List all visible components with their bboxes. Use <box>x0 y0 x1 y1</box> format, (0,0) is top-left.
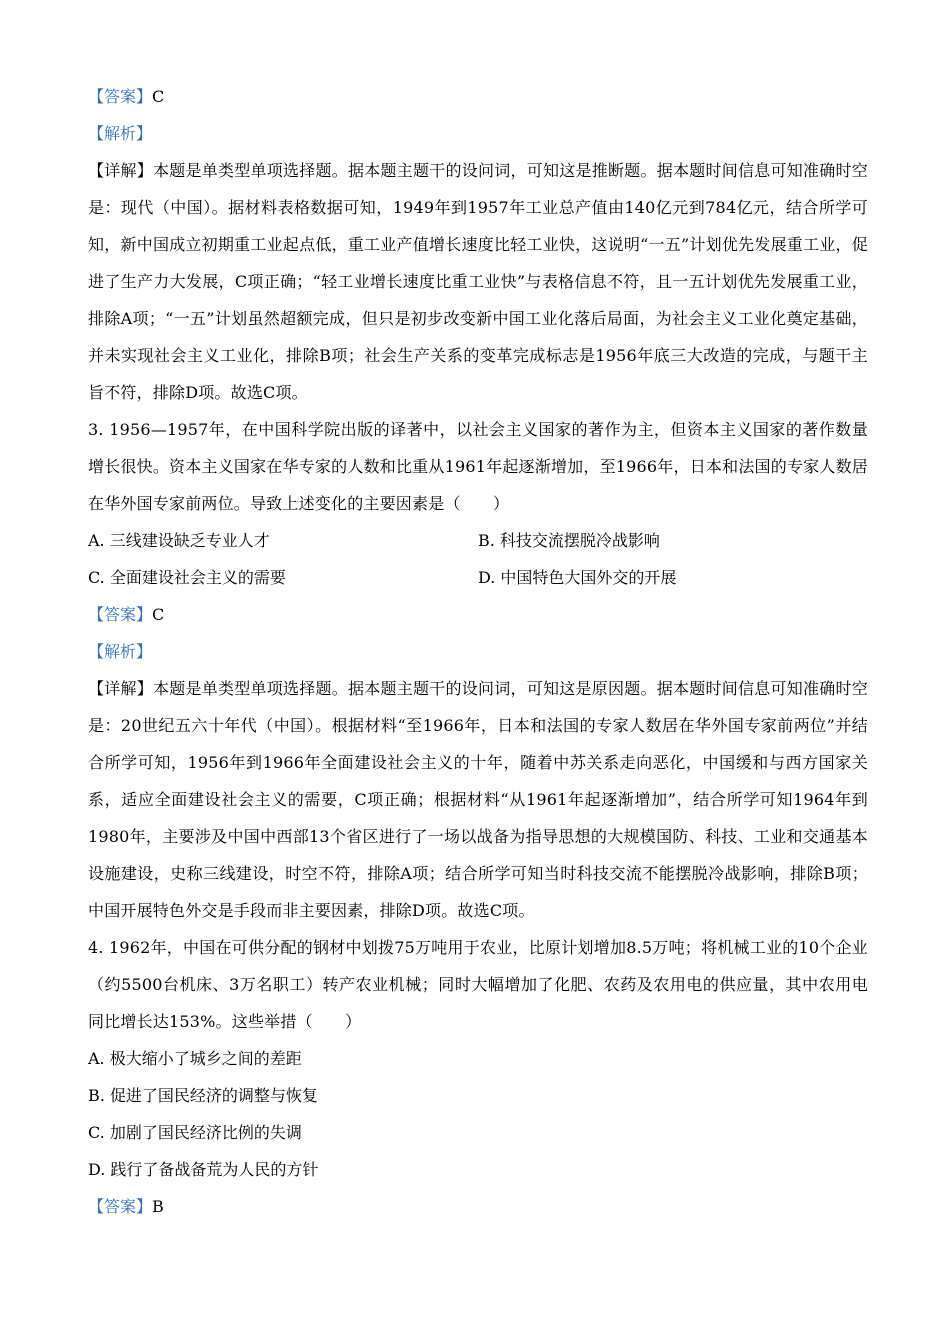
q3-stem: 3. 1956—1957年，在中国科学院出版的译著中，以社会主义国家的著作为主，但资本主义国家的著作数量增长很快。资本主义国家在华专家的人数和比重从1961年起逐渐增加，至1966年，日本和法国的专家人数居在华外国专家前两位。导致上述变化的主要因素是（ ） <box>88 420 868 513</box>
q2-answer <box>88 78 868 115</box>
q4-option-c: C. 加剧了国民经济比例的失调 <box>88 1123 302 1142</box>
q4-option-b: B. 促进了国民经济的调整与恢复 <box>88 1086 318 1105</box>
q3-options-row-2 <box>88 559 868 596</box>
detail-tag: 【详解】 <box>88 161 154 180</box>
q3-detail <box>88 670 868 929</box>
q3-option-c: C. 全面建设社会主义的需要 <box>88 568 286 587</box>
answer-tag: 【答案】 <box>88 605 153 624</box>
q2-analysis-heading <box>88 115 868 152</box>
q3-option-a: A. 三线建设缺乏专业人才 <box>88 531 270 550</box>
q4-option-d: D. 践行了备战备荒为人民的方针 <box>88 1160 319 1179</box>
document-page <box>88 78 868 1225</box>
q3-detail-text: 本题是单类型单项选择题。据本题主题干的设问词，可知这是原因题。据本题时间信息可知准确时空是：20世纪五六十年代（中国）。根据材料“至1966年，日本和法国的专家人数居在华外国专家前两位”并结合所学可知，1956年到1966年全面建设社会主义的十年，随着中苏关系走向恶化，中国缓和与西方国家关系，适应全面建设社会主义的需要，C项正确；根据材料“从1961年起逐渐增加”，结合所学可知1964年到1980年，主要涉及中国中西部13个省区进行了一场以战备为指导思想的大规模国防、科技、工业和交通基本设施建设，史称三线建设，时空不符，排除A项；结合所学可知当时科技交流不能摆脱冷战影响，排除B项；中国开展特色外交是手段而非主要因素，排除D项。故选C项。 <box>88 679 868 920</box>
q4-stem: 4. 1962年，中国在可供分配的钢材中划拨75万吨用于农业，比原计划增加8.5万吨；将机械工业的10个企业（约5500台机床、3万名职工）转产农业机械；同时大幅增加了化肥、农药及农用电的供应量，其中农用电同比增长达153%。这些举措（ ） <box>88 938 868 1031</box>
answer-tag: 【答案】 <box>88 1197 153 1216</box>
q2-detail <box>88 152 868 411</box>
q4-answer <box>88 1188 868 1225</box>
q4-option-a: A. 极大缩小了城乡之间的差距 <box>88 1049 302 1068</box>
answer-tag: 【答案】 <box>88 87 153 106</box>
q2-answer-value: C <box>152 87 165 106</box>
q3-option-b: B. 科技交流摆脱冷战影响 <box>478 531 660 550</box>
q3-options-row-1 <box>88 522 868 559</box>
detail-tag: 【详解】 <box>88 679 154 698</box>
q3-answer-value: C <box>152 605 165 624</box>
q3-analysis-heading <box>88 633 868 670</box>
q3-option-d: D. 中国特色大国外交的开展 <box>478 568 677 587</box>
analysis-tag: 【解析】 <box>88 642 153 661</box>
q3-answer <box>88 596 868 633</box>
q2-detail-text: 本题是单类型单项选择题。据本题主题干的设问词，可知这是推断题。据本题时间信息可知准确时空是：现代（中国）。据材料表格数据可知，1949年到1957年工业总产值由140亿元到784亿元，结合所学可知，新中国成立初期重工业起点低，重工业产值增长速度比轻工业快，这说明“一五”计划优先发展重工业，促进了生产力大发展，C项正确；“轻工业增长速度比重工业快”与表格信息不符，且一五计划优先发展重工业，排除A项；“一五”计划虽然超额完成，但只是初步改变新中国工业化落后局面，为社会主义工业化奠定基础，并未实现社会主义工业化，排除B项；社会生产关系的变革完成标志是1956年底三大改造的完成，与题干主旨不符，排除D项。故选C项。 <box>88 161 868 402</box>
analysis-tag: 【解析】 <box>88 124 153 143</box>
q4-answer-value: B <box>152 1197 164 1216</box>
